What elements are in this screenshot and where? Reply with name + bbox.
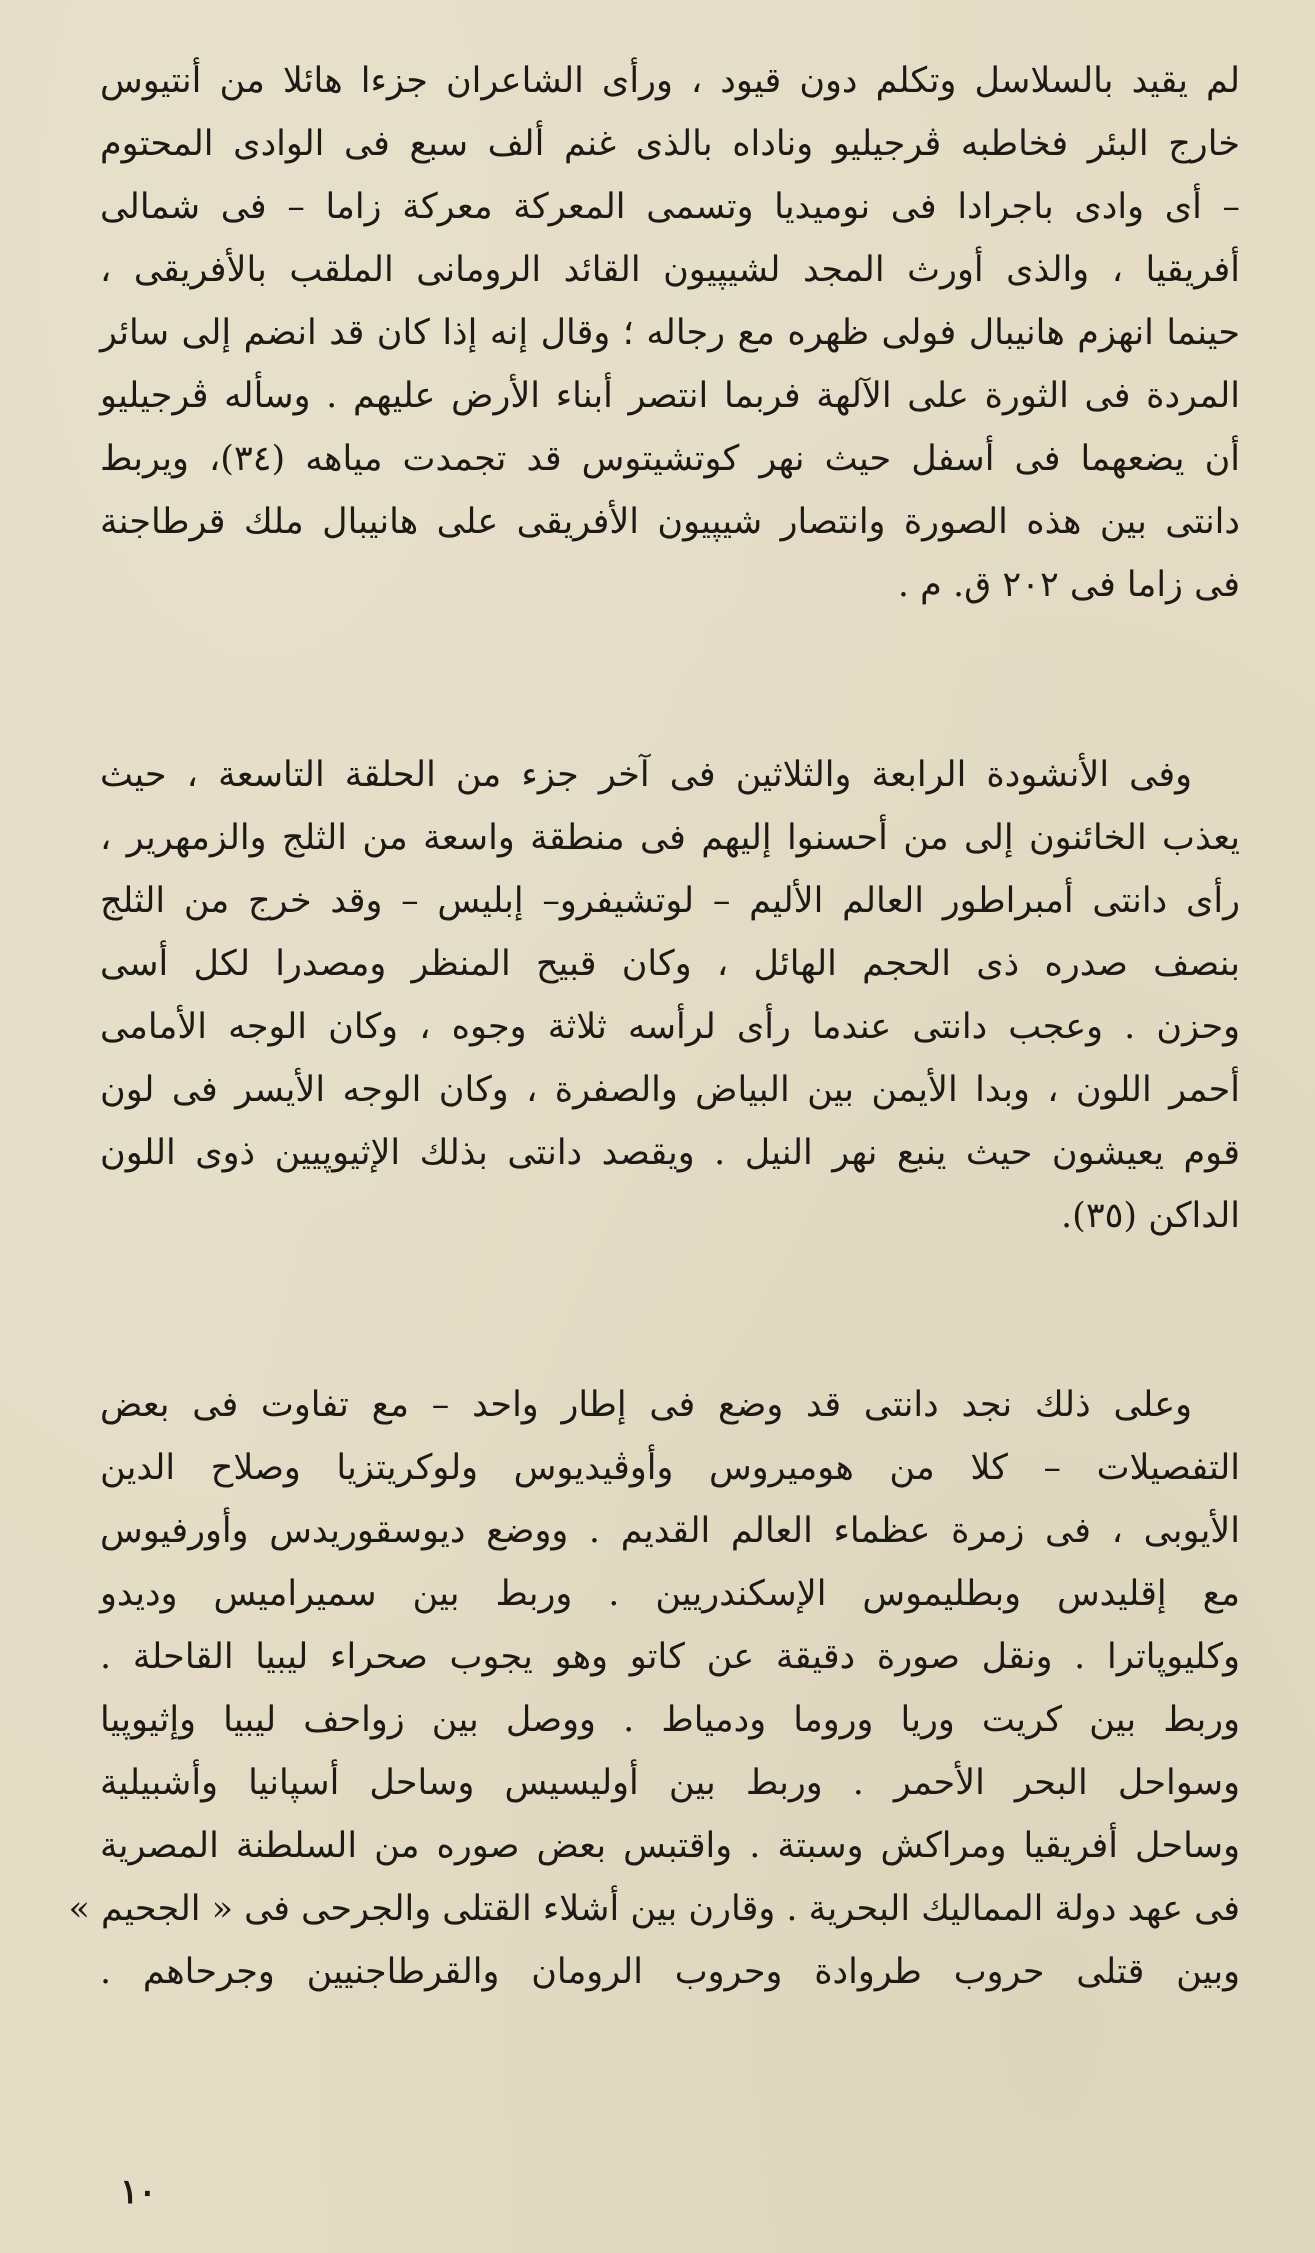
paragraph-text xyxy=(100,744,1240,1248)
page-number: ١٠ xyxy=(120,2172,157,2212)
text-line: وربط بين كريت وريا وروما ودمياط . ووصل بين زواحف ليبيا وإثيوپيا xyxy=(100,1700,1240,1740)
text-line: حينما انهزم هانيبال فولى ظهره مع رجاله ؛ وقال إنه إذا كان قد انضم إلى سائر xyxy=(100,313,1240,353)
text-line: أفريقيا ، والذى أورث المجد لشيپيون القائد الرومانى الملقب بالأفريقى ، xyxy=(100,250,1240,290)
text-line: وحزن . وعجب دانتى عندما رأى لرأسه ثلاثة وجوه ، وكان الوجه الأمامى xyxy=(100,1007,1240,1047)
text-line: وساحل أفريقيا ومراكش وسبتة . واقتبس بعض صوره من السلطنة المصرية xyxy=(100,1826,1240,1866)
paragraph-2 xyxy=(100,744,1240,1248)
text-line: فى عهد دولة المماليك البحرية . وقارن بين أشلاء القتلى والجرحى فى « الجحيم » xyxy=(68,1889,1240,1929)
text-line: لم يقيد بالسلاسل وتكلم دون قيود ، ورأى الشاعران جزءا هائلا من أنتيوس xyxy=(100,61,1240,101)
paragraph-text xyxy=(100,50,1240,617)
paragraph-text xyxy=(68,1374,1240,2004)
text-line: الداكن (٣٥). xyxy=(1061,1196,1240,1236)
text-line: أن يضعهما فى أسفل حيث نهر كوتشيتوس قد تجمدت مياهه (٣٤)، ويربط xyxy=(100,439,1240,479)
text-line: التفصيلات – كلا من هوميروس وأوڤيديوس ولوكريتزيا وصلاح الدين xyxy=(100,1448,1240,1488)
text-line: رأى دانتى أمبراطور العالم الأليم – لوتشيفرو– إبليس – وقد خرج من الثلج xyxy=(100,881,1240,921)
paragraph-1 xyxy=(100,50,1240,617)
text-line: مع إقليدس وبطليموس الإسكندريين . وربط بين سميراميس وديدو xyxy=(100,1574,1240,1614)
text-line: وسواحل البحر الأحمر . وربط بين أوليسيس وساحل أسپانيا وأشبيلية xyxy=(100,1763,1240,1803)
text-line: أحمر اللون ، وبدا الأيمن بين البياض والصفرة ، وكان الوجه الأيسر فى لون xyxy=(100,1070,1240,1110)
paragraph-3 xyxy=(68,1374,1240,2004)
text-line: خارج البئر فخاطبه ڤرجيليو وناداه بالذى غنم ألف سبع فى الوادى المحتوم xyxy=(100,124,1240,164)
text-line: دانتى بين هذه الصورة وانتصار شيپيون الأفريقى على هانيبال ملك قرطاجنة xyxy=(100,502,1240,542)
text-line: وكليوپاترا . ونقل صورة دقيقة عن كاتو وهو يجوب صحراء ليبيا القاحلة . xyxy=(100,1637,1240,1677)
text-line: وفى الأنشودة الرابعة والثلاثين فى آخر جزء من الحلقة التاسعة ، حيث xyxy=(100,755,1192,795)
text-line: وعلى ذلك نجد دانتى قد وضع فى إطار واحد – مع تفاوت فى بعض xyxy=(100,1385,1192,1425)
text-line: – أى وادى باجرادا فى نوميديا وتسمى المعركة معركة زاما – فى شمالى xyxy=(100,187,1240,227)
text-line: يعذب الخائنون إلى من أحسنوا إليهم فى منطقة واسعة من الثلج والزمهرير ، xyxy=(100,818,1240,858)
text-line: المردة فى الثورة على الآلهة فربما انتصر أبناء الأرض عليهم . وسأله ڤرجيليو xyxy=(100,376,1240,416)
text-line: بنصف صدره ذى الحجم الهائل ، وكان قبيح المنظر ومصدرا لكل أسى xyxy=(100,944,1240,984)
text-line: وبين قتلى حروب طروادة وحروب الرومان والقرطاجنيين وجرحاهم . xyxy=(100,1952,1240,1992)
text-line: الأيوبى ، فى زمرة عظماء العالم القديم . ووضع ديوسقوريدس وأورفيوس xyxy=(100,1511,1240,1551)
text-line: قوم يعيشون حيث ينبع نهر النيل . ويقصد دانتى بذلك الإثيوپيين ذوى اللون xyxy=(100,1133,1240,1173)
text-line: فى زاما فى ٢٠٢ ق. م . xyxy=(897,565,1240,605)
